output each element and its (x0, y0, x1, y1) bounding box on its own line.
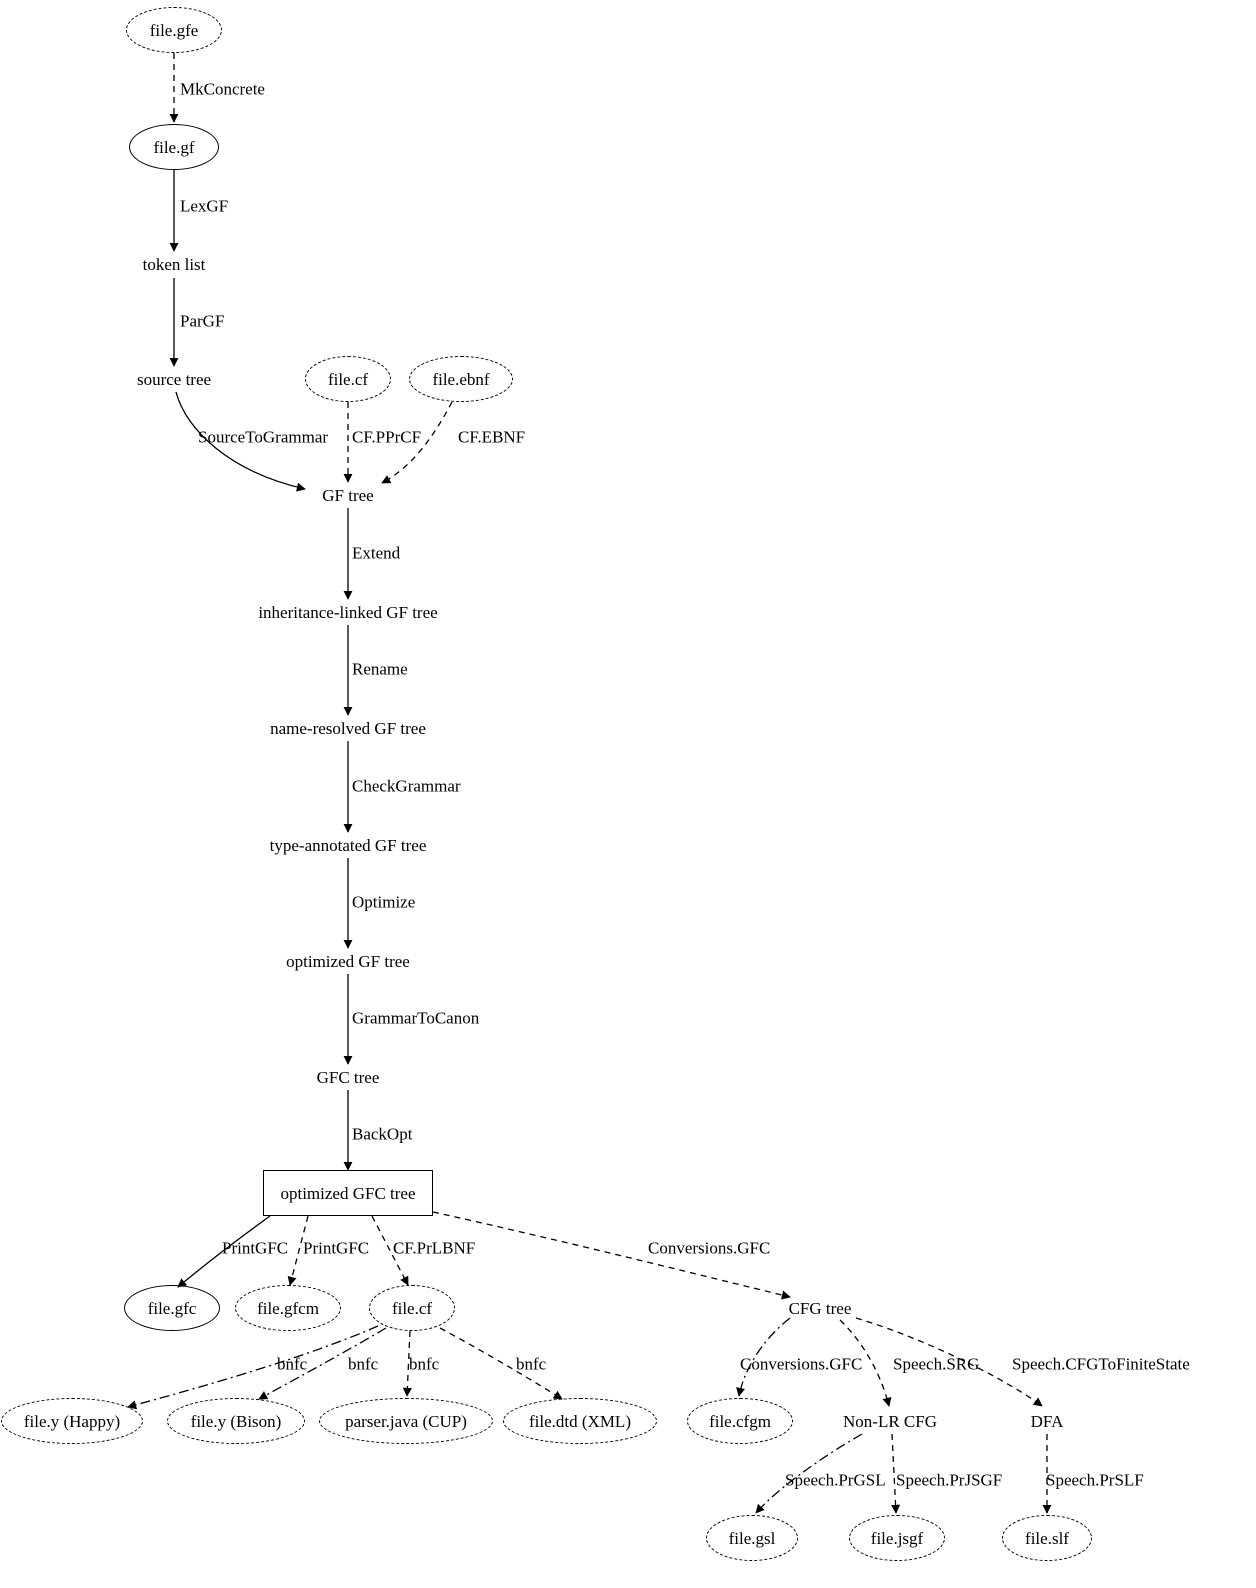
edge-label-text: ParGF (180, 311, 225, 331)
node-label: file.gfc (147, 1298, 197, 1318)
node-label: parser.java (CUP) (345, 1411, 467, 1431)
edge-label-text: SourceToGrammar (198, 427, 329, 447)
edge-label-sourcetogrammar (198, 429, 328, 446)
node-non-lr-cfg[interactable] (831, 1410, 949, 1432)
node-label: file.gf (153, 137, 195, 157)
node-token-list[interactable] (129, 253, 219, 275)
node-file-gfc[interactable] (124, 1285, 220, 1331)
edge-label-text: CF.PrLBNF (393, 1238, 476, 1258)
node-label: name-resolved GF tree (270, 718, 426, 738)
node-label: file.gfcm (257, 1298, 319, 1318)
edge-label-grammartocanon (352, 1010, 479, 1027)
node-label: GF tree (322, 485, 374, 505)
edge-label-extend (352, 545, 400, 562)
edge-label-text: Speech.PrJSGF (896, 1470, 1003, 1490)
edge-label-text: Speech.PrGSL (785, 1470, 886, 1490)
edge-label-cf-prlbnf (393, 1240, 475, 1257)
node-label: file.cf (327, 369, 369, 389)
node-label: inheritance-linked GF tree (258, 602, 438, 622)
edge-label-speech-prjsgf (896, 1472, 1002, 1489)
edge-label-text: Rename (352, 659, 408, 679)
node-file-cf-top[interactable] (305, 356, 391, 402)
edge-label-optimize (352, 894, 415, 911)
node-file-gfcm[interactable] (235, 1285, 341, 1331)
node-optimized-gfc-tree[interactable] (263, 1170, 433, 1216)
node-file-cfgm[interactable] (687, 1398, 793, 1444)
node-label: CFG tree (788, 1298, 852, 1318)
node-inheritance-linked-gf-tree[interactable] (233, 601, 463, 623)
edge-label-bnfc-1 (277, 1356, 307, 1373)
edge-label-checkgrammar (352, 778, 461, 795)
node-label: file.ebnf (432, 369, 490, 389)
edge-label-text: PrintGFC (303, 1238, 370, 1258)
edge-label-pargf (180, 313, 224, 330)
node-gf-tree[interactable] (308, 484, 388, 506)
edge-file-cf-to-file-y-happy (128, 1326, 378, 1407)
node-file-y-happy[interactable] (1, 1398, 143, 1444)
edge-label-text: Speech.PrSLF (1046, 1470, 1144, 1490)
edge-label-text: BackOpt (352, 1124, 413, 1144)
node-cfg-tree[interactable] (776, 1297, 864, 1319)
edge-label-speech-cfgtofinitestate (1012, 1356, 1190, 1373)
edge-label-text: Optimize (352, 892, 416, 912)
edge-label-bnfc-3 (409, 1356, 439, 1373)
edge-label-cf-ebnf (458, 429, 525, 446)
edge-label-speech-prslf (1046, 1472, 1144, 1489)
node-label: Non-LR CFG (843, 1411, 937, 1431)
node-optimized-gf-tree[interactable] (270, 950, 426, 972)
node-label: file.dtd (XML) (529, 1411, 631, 1431)
edge-label-speech-prgsl (785, 1472, 886, 1489)
node-label: type-annotated GF tree (269, 835, 427, 855)
node-label: GFC tree (316, 1067, 380, 1087)
node-label: file.cf (391, 1298, 433, 1318)
edge-label-text: Conversions.GFC (740, 1354, 863, 1374)
node-dfa[interactable] (1023, 1410, 1071, 1432)
node-parser-java-cup[interactable] (319, 1398, 493, 1444)
edge-label-text: bnfc (516, 1354, 547, 1374)
node-file-gsl[interactable] (706, 1515, 798, 1561)
node-label: file.y (Bison) (190, 1411, 282, 1431)
node-file-jsgf[interactable] (849, 1515, 945, 1561)
edge-label-conversions-gfc-2 (740, 1356, 862, 1373)
node-file-slf[interactable] (1002, 1515, 1092, 1561)
edge-label-text: Extend (352, 543, 401, 563)
edge-label-printgfc-2 (303, 1240, 369, 1257)
node-file-dtd-xml[interactable] (503, 1398, 657, 1444)
edge-label-text: Speech.CFGToFiniteState (1012, 1354, 1190, 1374)
edge-label-backopt (352, 1126, 412, 1143)
node-file-gf[interactable] (129, 124, 219, 170)
edge-label-text: PrintGFC (222, 1238, 289, 1258)
node-label: file.cfgm (709, 1411, 771, 1431)
edge-label-text: Speech.SRG (893, 1354, 980, 1374)
node-label: optimized GF tree (286, 951, 410, 971)
node-gfc-tree[interactable] (304, 1066, 392, 1088)
edge-label-cf-pprcf (352, 429, 421, 446)
node-file-ebnf[interactable] (409, 356, 513, 402)
edge-label-text: GrammarToCanon (352, 1008, 480, 1028)
node-label: file.gsl (728, 1528, 776, 1548)
node-label: token list (142, 254, 206, 274)
edge-label-text: CF.EBNF (458, 427, 526, 447)
node-label: file.y (Happy) (23, 1411, 121, 1431)
node-file-y-bison[interactable] (167, 1398, 305, 1444)
node-source-tree[interactable] (124, 368, 224, 390)
edge-label-text: CF.PPrCF (352, 427, 422, 447)
edge-label-bnfc-4 (516, 1356, 546, 1373)
node-label: file.slf (1025, 1528, 1069, 1548)
edge-label-text: bnfc (409, 1354, 440, 1374)
node-file-gfe[interactable] (126, 7, 222, 53)
node-label: DFA (1030, 1411, 1064, 1431)
edge-label-text: MkConcrete (180, 79, 265, 99)
edge-label-conversions-gfc-1 (648, 1240, 770, 1257)
edge-label-text: CheckGrammar (352, 776, 461, 796)
edge-label-text: LexGF (180, 196, 229, 216)
node-label: optimized GFC tree (280, 1183, 416, 1203)
edge-label-mkconcrete (180, 81, 265, 98)
edge-label-bnfc-2 (348, 1356, 378, 1373)
node-label: file.jsgf (870, 1528, 924, 1548)
edge-label-printgfc-1 (222, 1240, 288, 1257)
edge-label-text: bnfc (277, 1354, 308, 1374)
node-type-annotated-gf-tree[interactable] (248, 834, 448, 856)
node-file-cf-bottom[interactable] (369, 1285, 455, 1331)
node-name-resolved-gf-tree[interactable] (250, 717, 446, 739)
node-label: file.gfe (149, 20, 199, 40)
edge-label-speech-srg (893, 1356, 979, 1373)
edge-label-lexgf (180, 198, 228, 215)
edge-label-text: Conversions.GFC (648, 1238, 771, 1258)
node-label: source tree (136, 369, 212, 389)
edge-label-text: bnfc (348, 1354, 379, 1374)
edge-label-rename (352, 661, 408, 678)
